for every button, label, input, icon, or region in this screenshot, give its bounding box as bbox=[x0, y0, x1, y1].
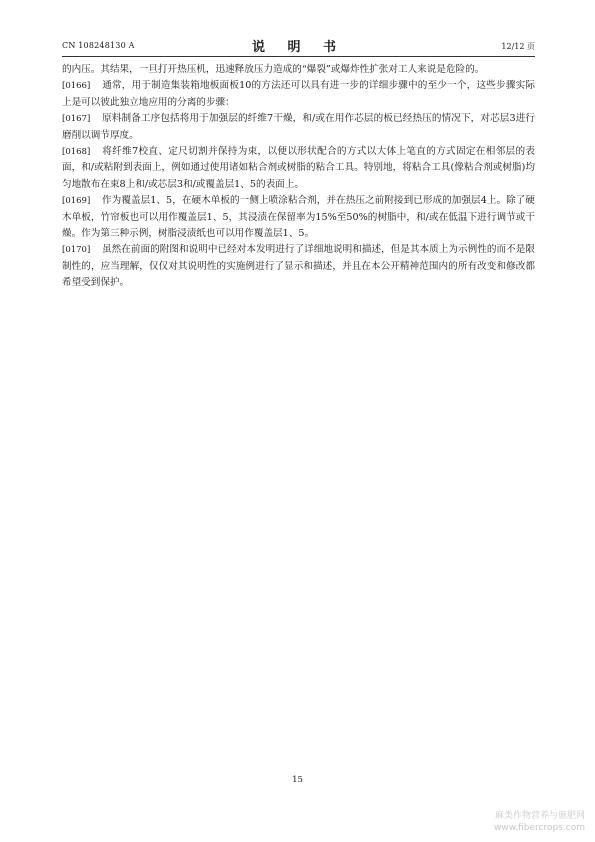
header-divider bbox=[62, 56, 535, 57]
paragraph-text: 原料制备工序包括将用于加强层的纤维7干燥，和/或在用作芯层的板已经热压的情况下，对芯层3进行磨削以调节厚度。 bbox=[62, 113, 535, 141]
paragraph-number: [0169] bbox=[62, 196, 91, 207]
paragraph-number: [0167] bbox=[62, 114, 91, 125]
paragraph-text: 通常，用于制造集装箱地板面板10的方法还可以具有进一步的详细步骤中的至少一个，这些步骤实际上是可以彼此独立地应用的分离的步骤： bbox=[62, 80, 535, 108]
paragraph-0169 bbox=[62, 193, 535, 242]
paragraph-0166 bbox=[62, 78, 535, 111]
document-body bbox=[62, 62, 535, 292]
watermark-url: www.fibercrops.com bbox=[494, 823, 585, 833]
paragraph-text: 将纤维7校直、定尺切割并保持为束，以便以形状配合的方式以大体上笔直的方式固定在相邻层的表面，和/或粘附到表面上，例如通过使用诸如粘合剂或树脂的粘合工具。特别地，将粘合工具(像粘合剂或树脂)均匀地散布在束8上和/或芯层3和/或覆盖层1、5的表面上。 bbox=[62, 146, 535, 190]
publication-number: CN 108248130 A bbox=[62, 41, 135, 50]
paragraph-continued bbox=[62, 62, 535, 78]
paragraph-0170 bbox=[62, 242, 535, 291]
paragraph-0168 bbox=[62, 144, 535, 193]
page-indicator: 12/12 页 bbox=[501, 42, 535, 51]
paragraph-text: 作为覆盖层1、5，在硬木单板的一侧上喷涂粘合剂，并在热压之前附接到已形成的加强层4上。除了硬木单板，竹帘板也可以用作覆盖层1、5，其浸渍在保留率为15%至50%的树脂中，和/或在低温下进行调节或干燥。作为第三种示例，树脂浸渍纸也可以用作覆盖层1、5。 bbox=[62, 195, 535, 240]
paragraph-number: [0168] bbox=[62, 147, 91, 158]
watermark-site-name: 麻类作物营养与施肥网 bbox=[494, 811, 585, 821]
watermark bbox=[494, 810, 585, 834]
page-header bbox=[62, 36, 535, 56]
document-title: 说 明 书 bbox=[251, 40, 346, 55]
paragraph-text: 虽然在前面的附图和说明中已经对本发明进行了详细地说明和描述，但是其本质上为示例性的而不是限制性的，应当理解，仅仅对其说明性的实施例进行了显示和描述，并且在本公开精神范围内的所有改变和修改都希望受到保护。 bbox=[62, 244, 535, 289]
paragraph-0167 bbox=[62, 111, 535, 144]
paragraph-number: [0170] bbox=[62, 245, 91, 256]
paragraph-text: 的内压。其结果，一旦打开热压机，迅速释放压力造成的“爆裂”或爆炸性扩张对工人来说是危险的。 bbox=[62, 64, 485, 75]
page-number: 15 bbox=[292, 775, 303, 785]
paragraph-number: [0166] bbox=[62, 81, 91, 92]
